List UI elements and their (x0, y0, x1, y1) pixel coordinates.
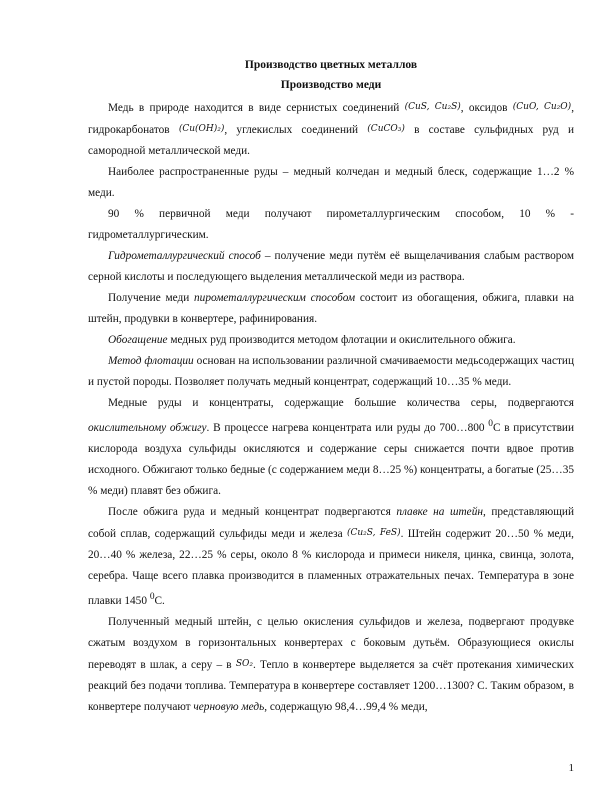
section-title: Производство меди (280, 79, 382, 91)
text: После обжига руда и медный концентрат подвергаются (108, 505, 397, 518)
paragraph-1 (88, 97, 574, 162)
text: Медные руды и концентраты, содержащие большие количества серы, подвергаются (108, 397, 574, 409)
emphasis-term: плавке на штейн (396, 505, 483, 518)
paragraph-6 (88, 330, 574, 351)
paragraph-8 (88, 393, 574, 502)
text: , углекислых соединений (224, 124, 368, 136)
emphasis-term: Метод флотации (108, 355, 194, 367)
text: . Тепло в конвертере выделяется за счёт протекания химических реакций без подачи топлива. Температура в конвертере составляет 1200…1300? С. Таким образом, в конвертере получают (88, 658, 574, 713)
formula-sulfides: (CuS, Cu₂S) (404, 102, 461, 112)
text: . Штейн содержит 20…50 % меди, 20…40 % железа, 22…25 % серы, около 8 % кислорода и примеси никеля, цинка, свинца, золота, серебра. Чаще всего плавка производится в пламенных отражательных печах. Температура в зоне плавки 1450 (88, 527, 575, 607)
paragraph-5 (88, 288, 574, 330)
document-title: Производство цветных металлов (244, 59, 418, 71)
text: С. (154, 594, 165, 607)
paragraph-10 (88, 612, 574, 718)
formula-so2: SO₂ (235, 658, 253, 669)
emphasis-term: окислительному обжигу (88, 421, 207, 434)
text: основан на использовании различной смачиваемости медьсодержащих частиц и пустой породы. Позволяет получать медный концентрат, содержащий 10…35 % меди. (88, 355, 574, 388)
text: , представляющий собой сплав, содержащий сульфиды меди и железа (88, 505, 574, 540)
emphasis-term: черновую медь (193, 700, 265, 713)
text: Медь в природе находится в виде сернистых соединений (108, 102, 405, 114)
emphasis-term: Гидрометаллургический способ (108, 250, 261, 262)
text: – получение меди путём её выщелачивания слабым раствором серной кислоты и последующего выделения металлической меди из раствора. (88, 250, 574, 283)
text: в составе сульфидных руд и самородной металлической меди. (88, 124, 574, 157)
text: , оксидов (460, 102, 513, 114)
paragraph-9 (88, 502, 574, 612)
emphasis-term: пирометаллургическим способом (194, 292, 356, 304)
paragraph-3: 90 % первичной меди получают пирометаллургическим способом, 10 % - гидрометаллургическим. (88, 208, 574, 241)
text: С в присутствии кислорода воздуха сульфиды окисляются и содержание серы снижается почти вдвое против исходного. Обжигают только бедные (с содержанием меди 8…25 %) концентраты, а богатые (25…35 % меди) плавят без обжига. (88, 421, 575, 497)
text: Получение меди (108, 292, 195, 304)
text: . В процессе нагрева концентрата или руды до 700…800 (206, 421, 489, 434)
text: медных руд производится методом флотации и окислительного обжига. (167, 334, 516, 346)
text: Полученный медный штейн, с целью окисления сульфидов и железа, подвергают продувке сжатым воздухом в горизонтальных конвертерах с боковым дутьём. Образующиеся окислы переводят в шлак, а серу – в (88, 615, 574, 671)
emphasis-term: Обогащение (108, 334, 168, 346)
formula-oxides: (CuO, Cu₂O) (512, 102, 572, 112)
degree-sup: 0 (488, 419, 493, 429)
document-body (88, 55, 574, 718)
degree-sup: 0 (149, 591, 155, 602)
text: , гидрокарбонатов (88, 102, 575, 136)
formula-hydrocarbonates: (Cu(OH)₂) (178, 124, 225, 134)
page-number: 1 (568, 762, 574, 774)
paragraph-7 (88, 351, 574, 393)
formula-matte: (Cu₂S, FeS) (346, 527, 401, 538)
formula-carbonates: (CuCO₃) (367, 124, 405, 134)
text: состоит из обогащения, обжига, плавки на штейн, продувки в конвертере, рафинирования. (88, 292, 574, 325)
paragraph-2: Наиболее распространенные руды – медный колчедан и медный блеск, содержащие 1…2 % меди. (88, 166, 574, 199)
text: , содержащую 98,4…99,4 % меди, (264, 700, 428, 713)
paragraph-4 (88, 246, 574, 288)
